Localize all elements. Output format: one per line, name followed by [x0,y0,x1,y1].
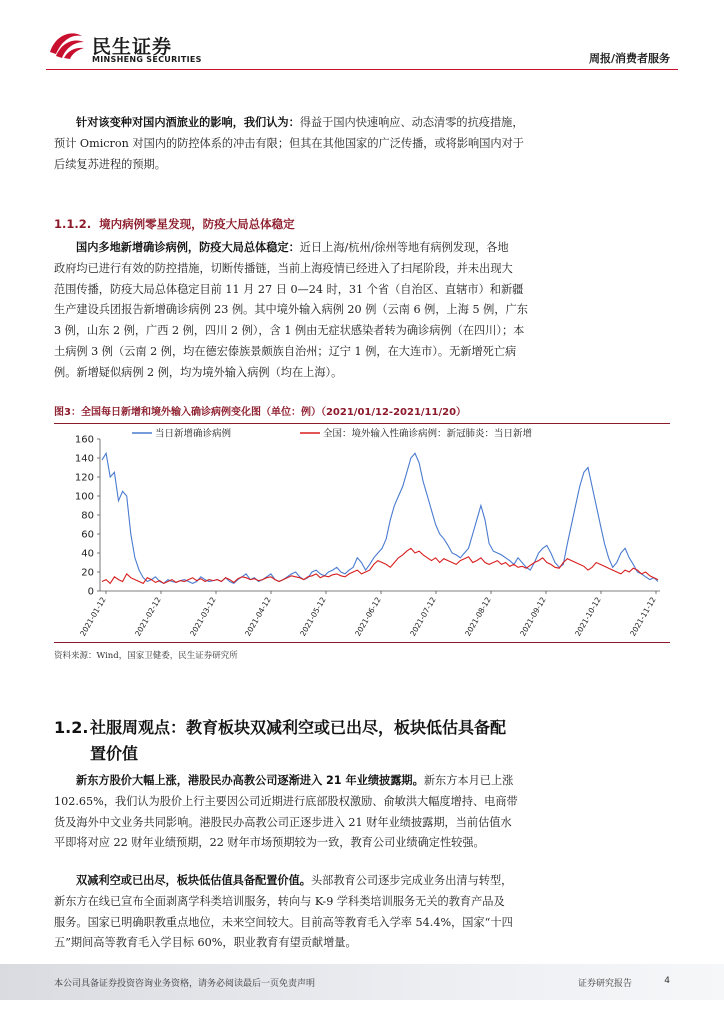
paragraph-new-oriental: 新东方股价大幅上涨，港股民办高教公司逐渐进入 21 年业绩披露期。新东方本月已上涨 102.65%，我们认为股价上行主要因公司近期进行底部股权激励、俞敏洪大幅度增持、电商带 货及海外中文业务共同影响。港股民办高教公司正逐步进入 21 财年业绩披露期，当前估值水 平即将对应 22 财年业绩预期，22 财年市场预期较为一致，教育公司业绩确定性较强。 [54,774,518,850]
x-tick-label: 2021-03-12 [188,595,218,638]
y-tick-label: 0 [87,586,94,598]
legend-label: 全国：境外输入性确诊病例：新冠肺炎：当日新增 [323,428,533,440]
figure-title: 图3：全国每日新增和境外输入确诊病例变化图（单位：例）（2021/01/12-2021/11/20） [54,407,467,418]
paragraph-omicron-impact: 针对该变种对国内酒旅业的影响，我们认为：得益于国内快速响应、动态清零的抗疫措施， 预计 Omicron 对国内的防控体系的冲击有限；但其在其他国家的广泛传播，或将影响国内对于 后续复苏进程的预期。 [54,116,524,171]
section-heading [54,715,670,767]
x-tick-label: 2021-11-12 [628,595,658,638]
page-number: 4 [664,976,670,986]
y-tick-label: 40 [81,548,94,560]
report-type-label: 周报/消费者服务 [588,52,670,65]
x-tick-label: 2021-09-12 [518,595,548,638]
paragraph-lead: 针对该变种对国内酒旅业的影响，我们认为： [76,116,300,129]
x-tick-label: 2021-05-12 [298,595,328,638]
y-tick-label: 100 [74,491,94,503]
paragraph-lead: 双减利空或已出尽，板块低估值具备配置价值。 [76,874,311,887]
x-tick-label: 2021-10-12 [573,595,603,638]
paragraph-domestic-cases: 国内多地新增确诊病例，防疫大局总体稳定：近日上海/杭州/徐州等地有病例发现，各地 政府均已进行有效的防控措施，切断传播链，当前上海疫情已经进入了扫尾阶段，并未出现大 范围传播，防疫大局总体稳定目前 11 月 27 日 0—24 时，31 个省（自治区、直辖市）和新疆 生产建设兵团报告新增确诊病例 23 例。其中境外输入病例 20 例（云南 6 例，上海 5 例，广东 3 例，山东 2 例，广西 2 例，四川 2 例），含 1 例由无症状感染者转为确诊病例（在四川）；本 土病例 3 例（云南 2 例，均在德宏傣族景颇族自治州；辽宁 1 例，在大连市）。无新增死亡病 例。新增疑似病例 2 例，均为境外输入病例（均在上海）。 [54,241,528,379]
covid-cases-line-chart [54,424,670,646]
page-header [0,0,724,80]
series-line-imported-cases [102,548,658,583]
x-tick-label: 2021-01-12 [78,595,108,638]
x-tick-label: 2021-07-12 [408,595,438,638]
y-tick-label: 20 [81,567,94,579]
section-number: 1.2. [54,718,89,737]
logo-english-name: MINSHENG SECURITIES [92,55,202,64]
x-axis [78,591,660,638]
figure-bottom-rule [54,642,670,643]
x-tick-label: 2021-06-12 [353,595,383,638]
paragraph-education-valuation: 双减利空或已出尽，板块低估值具备配置价值。头部教育公司逐步完成业务出清与转型， 新东方在线已宣布全面剥离学科类培训服务，转向与 K-9 学科类培训服务无关的教育产品及 服务。国家已明确职教重点地位，未来空间较大。目前高等教育毛入学率 54.4%，国家“十四 五”期间高等教育毛入学目标 60%，职业教育有望贡献增量。 [54,874,513,950]
section-title-line2: 置价值 [90,744,139,763]
x-tick-label: 2021-08-12 [463,595,493,638]
figure-source: 资料来源：Wind，国家卫健委，民生证券研究所 [54,651,238,661]
chart-legend [132,428,532,440]
header-divider [46,69,678,70]
y-tick-label: 140 [74,453,94,465]
legend-label: 当日新增确诊病例 [155,428,232,440]
y-tick-label: 80 [81,510,94,522]
subsection-title: 境内病例零星发现，防疫大局总体稳定 [99,217,295,231]
footer-doc-type: 证券研究报告 [577,979,632,989]
x-tick-label: 2021-04-12 [243,595,273,638]
logo-chinese-name: 民生证券 [92,36,173,58]
minsheng-logo-icon [46,28,86,60]
paragraph-lead: 国内多地新增确诊病例，防疫大局总体稳定： [76,241,300,254]
y-tick-label: 120 [74,472,94,484]
paragraph-lead: 新东方股价大幅上涨，港股民办高教公司逐渐进入 21 年业绩披露期。 [76,774,424,787]
section-title-line1: 社服周观点：教育板块双减利空或已出尽，板块低估具备配 [90,718,507,737]
series-lines [102,453,658,583]
x-tick-label: 2021-02-12 [133,595,163,638]
y-tick-label: 60 [81,529,94,541]
y-tick-label: 160 [74,434,94,446]
subsection-heading [54,216,295,232]
footer-disclaimer: 本公司具备证券投资咨询业务资格，请务必阅读最后一页免责声明 [54,979,316,989]
y-axis [75,435,100,598]
subsection-number: 1.1.2. [54,217,92,231]
series-line-daily-new-cases [102,453,658,583]
